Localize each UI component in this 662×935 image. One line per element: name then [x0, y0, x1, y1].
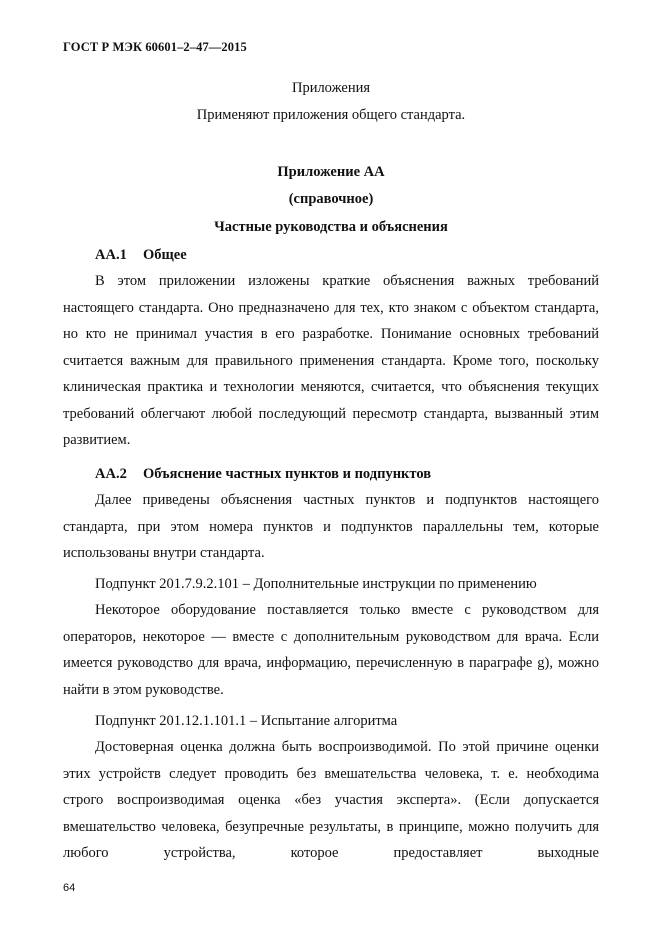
subclause-paragraph: Достоверная оценка должна быть воспроизводимой. По этой причине оценки этих устройств следует проводить без вмешательства человека, т. е. необходима строго воспроизводимая оценка «без участия эксперта». (Если допускается вмешательство человека, безупречные результаты, в принципе, можно получить для любого устройства, которое предоставляет выходные — [63, 739, 599, 861]
annex-subtitle: (справочное) — [288, 191, 374, 207]
section-paragraph-aa2: Далее приведены объяснения частных пунктов и подпунктов настоящего стандарта, при этом номера пунктов и подпунктов параллельны тем, которые использованы внутри стандарта. — [63, 492, 599, 561]
subclause-paragraph: Некоторое оборудование поставляется только вместе с руководством для операторов, некоторое — вместе с дополнительным руководством для врача. Если имеется руководство для врача, информацию, перечисленную в параграфе g), можно найти в этом руководстве. — [63, 602, 599, 698]
annex-heading: Частные руководства и объяснения — [214, 219, 448, 235]
subclause-heading: Подпункт 201.7.9.2.101 – Дополнительные инструкции по применению — [95, 576, 537, 592]
appendices-note: Применяют приложения общего стандарта. — [196, 107, 466, 123]
section-title: Объяснение частных пунктов и подпунктов — [143, 466, 432, 482]
section-title: Общее — [143, 247, 187, 263]
section-heading-aa2 — [95, 466, 431, 483]
section-heading-aa1 — [95, 247, 187, 264]
page-number: 64 — [63, 882, 76, 894]
annex-title: Приложение АА — [277, 164, 385, 180]
section-number: АА.2 — [95, 466, 127, 482]
section-paragraph-aa1: В этом приложении изложены краткие объяснения важных требований настоящего стандарта. Оно предназначено для тех, кто знаком с объектом стандарта, но кто не принимал участия в его разработке. Понимание основных требований считается важным для правильного применения стандарта. Кроме того, поскольку клиническая практика и технологии меняются, считается, что объяснения текущих требований облегчают любой последующий пересмотр стандарта, вызванный этим развитием. — [63, 273, 599, 448]
subclause-heading: Подпункт 201.12.1.101.1 – Испытание алгоритма — [95, 713, 398, 729]
standard-header: ГОСТ Р МЭК 60601–2–47—2015 — [63, 40, 247, 54]
section-number: АА.1 — [95, 247, 127, 263]
appendices-title: Приложения — [291, 80, 371, 96]
